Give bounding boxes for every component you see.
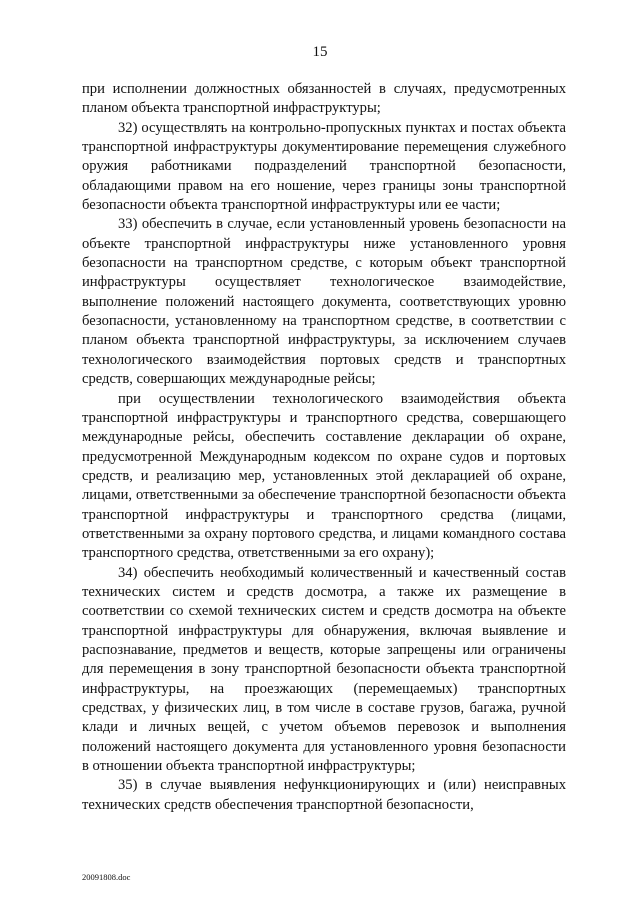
paragraph-continuation: при исполнении должностных обязанностей в случаях, предусмотренных планом объекта транспортной инфраструктуры;: [82, 81, 566, 117]
footer-filename: 20091808.doc: [82, 872, 131, 882]
page-number: 15: [312, 44, 328, 60]
paragraph-item-33-addendum: при осуществлении технологического взаимодействия объекта транспортной инфраструктуры и транспортного средства, совершающего международные рейсы, обеспечить составление декларации об охране, предусмотренной Международным кодексом по охране судов и портовых средств, и реализацию мер, установленных этой декларацией об охране, лицами, ответственными за обеспечение транспортной безопасности объекта транспортной инфраструктуры и транспортного средства (лицами, ответственными за охрану портового средства, и лицами командного состава транспортного средства, ответственными за его охрану);: [82, 390, 566, 562]
paragraph-item-35: 35) в случае выявления нефункционирующих и (или) неисправных технических средств обеспечения транспортной безопасности,: [82, 777, 566, 813]
paragraph-item-34: 34) обеспечить необходимый количественный и качественный состав технических систем и средств досмотра, а также их размещение в соответствии со схемой технических систем и средств досмотра на объекте транспортной инфраструктуры для обнаружения, включая выявление и распознавание, предметов и веществ, которые запрещены или ограничены для перемещения в зону транспортной безопасности объекта транспортной инфраструктуры, на проезжающих (перемещаемых) транспортных средствах, у физических лиц, в том числе в составе грузов, багажа, ручной клади и личных вещей, с учетом объемов перевозок и выполнения положений настоящего документа для установленного уровня безопасности в отношении объекта транспортной инфраструктуры;: [82, 564, 566, 775]
paragraph-item-32: 32) осуществлять на контрольно-пропускных пунктах и постах объекта транспортной инфраструктуры документирование перемещения служебного оружия работниками подразделений транспортной безопасности, обладающими правом на его ношение, через границы зоны транспортной безопасности объекта транспортной инфраструктуры или ее части;: [82, 119, 566, 214]
paragraph-item-33: 33) обеспечить в случае, если установленный уровень безопасности на объекте транспортной инфраструктуры ниже установленного уровня безопасности на транспортном средстве, с которым объект транспортной инфраструктуры осуществляет технологическое взаимодействие, выполнение положений настоящего документа, соответствующих уровню безопасности, установленному на транспортном средстве, в соответствии с планом объекта транспортной инфраструктуры, за исключением случаев технологического взаимодействия портовых средств и транспортных средств, совершающих международные рейсы;: [82, 216, 566, 388]
document-body: [82, 80, 566, 815]
